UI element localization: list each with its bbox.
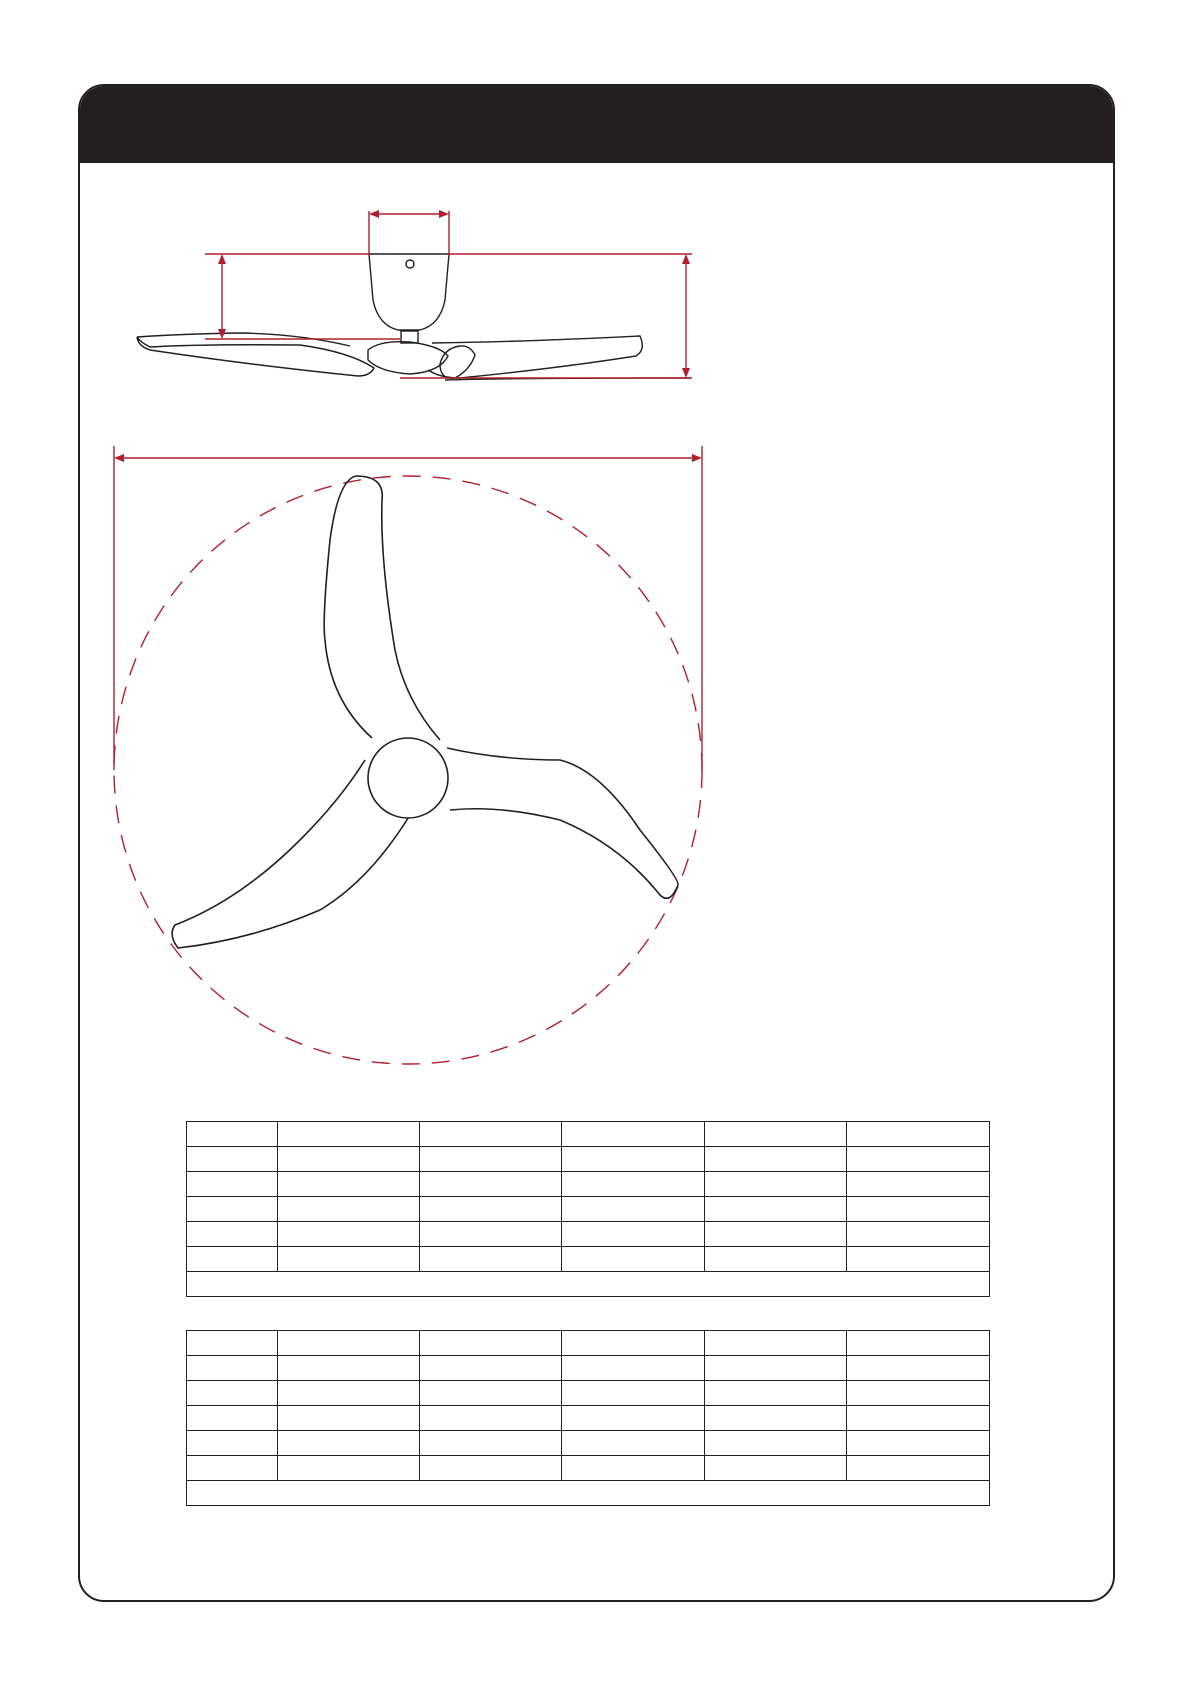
table-row [187,1456,990,1481]
spec-table-2 [186,1330,990,1506]
side-dimensions [205,210,692,378]
top-hub [368,738,448,818]
table-footer-row [187,1272,990,1297]
table-row [187,1122,990,1147]
table-row [187,1406,990,1431]
motor-hub [368,342,448,374]
top-blade-upper [324,476,440,740]
table-row [187,1431,990,1456]
side-blade-right [428,336,642,378]
diameter-dimension [114,446,702,770]
table-row [187,1197,990,1222]
canopy-screw [406,260,414,268]
table-row [187,1331,990,1356]
top-blade-right [447,748,678,898]
side-blade-lower [440,346,475,378]
fan-side-view [137,254,690,380]
table-row [187,1247,990,1272]
table-row [187,1172,990,1197]
table-row [187,1356,990,1381]
spec-table-1 [186,1121,990,1297]
table-footer-row [187,1481,990,1506]
fan-canopy [369,254,449,330]
table-row [187,1222,990,1247]
table-row [187,1147,990,1172]
fan-top-view [114,446,702,1064]
table-row [187,1381,990,1406]
